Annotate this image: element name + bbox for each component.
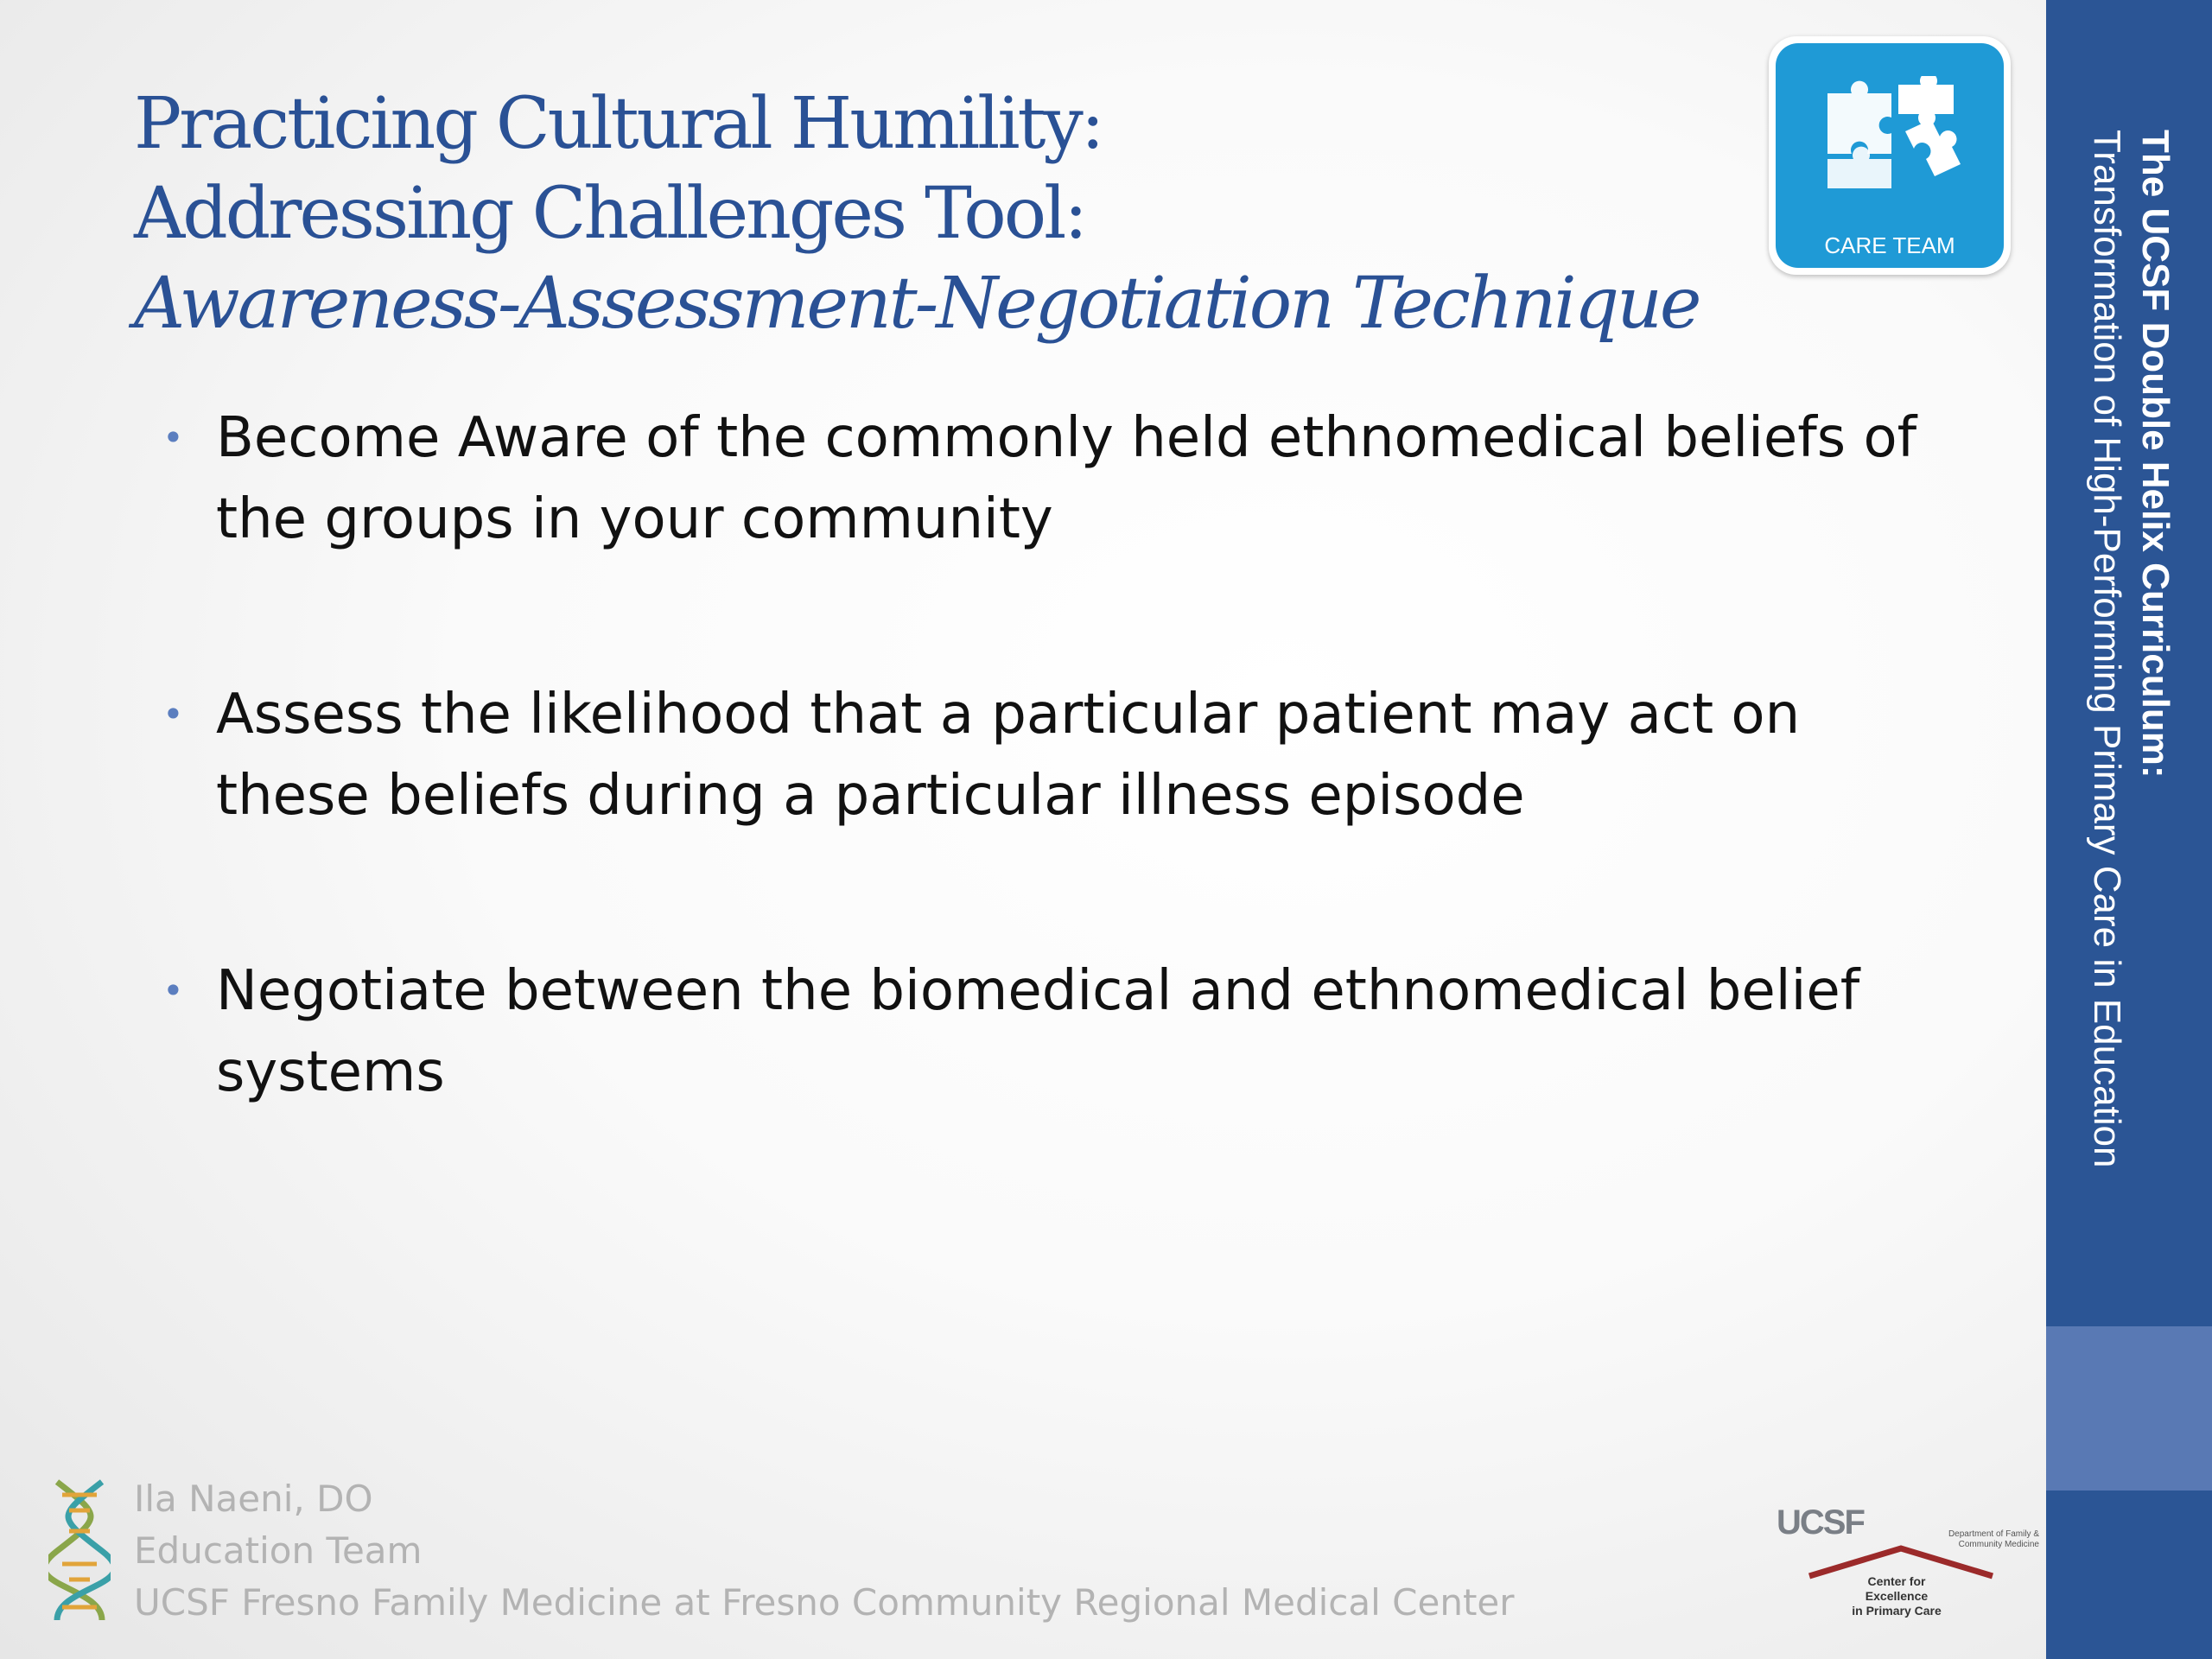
title-line-1: Practicing Cultural Humility: bbox=[134, 83, 1103, 165]
title-line-2: Addressing Challenges Tool: bbox=[134, 173, 1085, 255]
bullet-icon: • bbox=[162, 416, 184, 459]
bullet-text: Negotiate between the biomedical and ethnomedical belief systems bbox=[216, 959, 1860, 1104]
sidebar-subheading: Transformation of High-Performing Primary Care in Education bbox=[2086, 130, 2128, 1168]
sidebar-heading: The UCSF Double Helix Curriculum: bbox=[2134, 130, 2177, 779]
bullet-icon: • bbox=[162, 969, 184, 1012]
presenter-footer bbox=[134, 1473, 1515, 1629]
list-item bbox=[162, 674, 1960, 836]
list-item bbox=[162, 950, 1960, 1113]
presenter-org: UCSF Fresno Family Medicine at Fresno Community Regional Medical Center bbox=[134, 1581, 1515, 1624]
title-line-3: Awareness-Assessment-Negotiation Technique bbox=[134, 263, 1700, 345]
care-team-caption: CARE TEAM bbox=[1824, 232, 1955, 258]
presenter-name: Ila Naeni, DO bbox=[134, 1478, 373, 1520]
ucsf-center bbox=[1832, 1574, 1961, 1618]
curriculum-sidebar bbox=[2046, 0, 2212, 1659]
sidebar-band bbox=[2046, 1326, 2212, 1491]
slide-title bbox=[134, 79, 1699, 349]
puzzle-pieces-icon bbox=[1819, 76, 1966, 197]
bullet-text: Become Aware of the commonly held ethnomedical beliefs of the groups in your community bbox=[216, 406, 1917, 551]
ucsf-dept: Department of Family & Community Medicine bbox=[1948, 1529, 2039, 1549]
list-item bbox=[162, 397, 1960, 560]
ucsf-logo bbox=[1771, 1503, 2039, 1624]
center-line-3: in Primary Care bbox=[1852, 1604, 1942, 1618]
bullet-list bbox=[162, 397, 1960, 1227]
care-team-logo bbox=[1769, 36, 2011, 275]
center-line-2: Excellence bbox=[1865, 1589, 1929, 1603]
bullet-text: Assess the likelihood that a particular patient may act on these beliefs during a particular illness episode bbox=[216, 683, 1801, 828]
bullet-icon: • bbox=[162, 693, 184, 735]
ucsf-mark: UCSF bbox=[1777, 1503, 1864, 1541]
presenter-team: Education Team bbox=[134, 1529, 423, 1572]
center-line-1: Center for bbox=[1867, 1574, 1926, 1588]
dna-helix-icon bbox=[48, 1478, 111, 1624]
